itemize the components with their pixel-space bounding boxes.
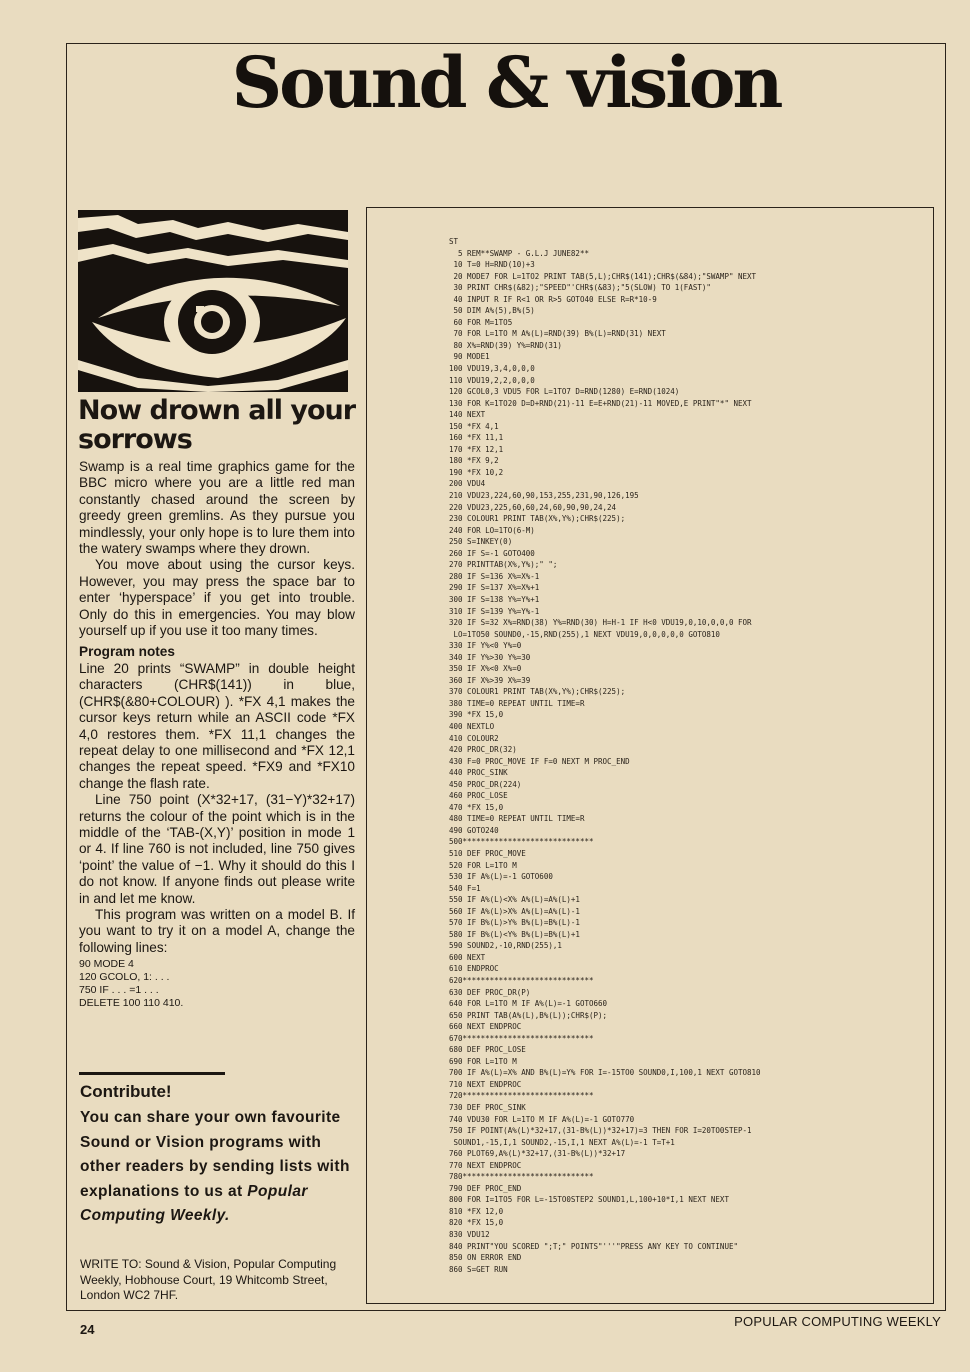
listing-line: 750 IF POINT(A%(L)*32+17,(31-B%(L))*32+17)=3 THEN FOR I=20TO0STEP-1 bbox=[449, 1126, 752, 1136]
listing-line: 180 *FX 9,2 bbox=[449, 456, 499, 466]
listing-line: 860 S=GET RUN bbox=[449, 1264, 508, 1274]
listing-line: 80 X%=RND(39) Y%=RND(31) bbox=[449, 340, 562, 350]
listing-line: 320 IF S=32 X%=RND(38) Y%=RND(30) H=H-1 IF H<0 VDU19,0,10,0,0,0 FOR bbox=[449, 618, 752, 628]
controls-paragraph: You move about using the cursor keys. However, you may press the space bar to enter ‘hyperspace’ if you get into trouble. Only do this in emergencies. You may blow yourself up if you use it too many times. bbox=[79, 557, 355, 639]
listing-line: 350 IF X%<0 X%=0 bbox=[449, 664, 522, 674]
listing-line: 90 MODE1 bbox=[449, 352, 490, 362]
listing-line: 720***************************** bbox=[449, 1091, 594, 1101]
listing-line: 660 NEXT ENDPROC bbox=[449, 1022, 522, 1032]
listing-line: 490 GOTO240 bbox=[449, 825, 499, 835]
page-number: 24 bbox=[80, 1322, 95, 1337]
listing-line: 120 GCOL0,3 VDU5 FOR L=1TO7 D=RND(1280) E=RND(1024) bbox=[449, 387, 680, 397]
listing-line: 50 DIM A%(5),B%(5) bbox=[449, 306, 535, 316]
model-a-paragraph: This program was written on a model B. If you want to try it on a model A, change the following lines: bbox=[79, 906, 355, 955]
listing-line: 690 FOR L=1TO M bbox=[449, 1056, 517, 1066]
listing-line: 550 IF A%(L)<X% A%(L)=A%(L)+1 bbox=[449, 895, 580, 905]
listing-line: 240 FOR LO=1TO(6-M) bbox=[449, 525, 535, 535]
listing-line: 30 PRINT CHR$(&82);"SPEED"'CHR$(&83);"5(SLOW) TO 1(FAST)" bbox=[449, 283, 711, 293]
listing-line: 640 FOR L=1TO M IF A%(L)=-1 GOTO660 bbox=[449, 999, 608, 1009]
listing-line: 140 NEXT bbox=[449, 410, 486, 420]
article-body bbox=[79, 459, 355, 1010]
listing-line: 100 VDU19,3,4,0,0,0 bbox=[449, 364, 535, 374]
listing-line: SOUND1,-15,I,1 SOUND2,-15,I,1 NEXT A%(L)=-1 T=T+1 bbox=[449, 1137, 675, 1147]
magazine-name: Popular Computing Weekly. bbox=[80, 1182, 308, 1224]
listing-line: ST bbox=[449, 237, 459, 246]
point-paragraph: Line 750 point (X*32+17, (31−Y)*32+17) returns the colour of the point which is in the middle of the ‘TAB-(X,Y)’ position in mode 1 or 4. If line 760 is not included, line 750 gives ‘point’ the value of −1. Why it should do this I do not know. If anyone finds out please write in and let me know. bbox=[79, 792, 355, 906]
listing-line: 760 PLOT69,A%(L)*32+17,(31-B%(L))*32+17 bbox=[449, 1149, 626, 1159]
listing-line: 130 FOR K=1TO20 D=D+RND(21)-11 E=E+RND(21)-11 MOVED,E PRINT"*" NEXT bbox=[449, 398, 752, 408]
listing-line: 820 *FX 15,0 bbox=[449, 1218, 504, 1228]
model-a-line: 120 GCOLO, 1: . . . bbox=[79, 971, 170, 984]
listing-line: 440 PROC_SINK bbox=[449, 768, 508, 778]
listing-line: 780***************************** bbox=[449, 1172, 594, 1182]
notes-paragraph: Line 20 prints “SWAMP” in double height characters (CHR$(141)) in blue, (CHR$(&80+COLOUR) ). *FX 4,1 makes the cursor keys return while an ASCII code *FX 4,0 restores them. *FX 11,1 changes the repeat delay to one millisecond and *FX 12,1 changes the repeat speed. *FX9 and *FX10 change the flash rate. bbox=[79, 660, 355, 791]
listing-line: 800 FOR I=1TO5 FOR L=-15TO0STEP2 SOUND1,L,100+10*I,1 NEXT NEXT bbox=[449, 1195, 729, 1205]
listing-line: 840 PRINT"YOU SCORED ";T;" POINTS"'''"PRESS ANY KEY TO CONTINUE" bbox=[449, 1241, 738, 1251]
listing-line: 230 COLOUR1 PRINT TAB(X%,Y%);CHR$(225); bbox=[449, 514, 626, 524]
model-a-line: 750 IF . . . =1 . . . bbox=[79, 984, 159, 997]
listing-line: 160 *FX 11,1 bbox=[449, 433, 504, 443]
listing-line: 330 IF Y%<0 Y%=0 bbox=[449, 641, 522, 651]
listing-line: 830 VDU12 bbox=[449, 1230, 490, 1240]
listing-line: 420 PROC_DR(32) bbox=[449, 745, 517, 755]
section-divider bbox=[79, 1072, 225, 1075]
listing-line: 190 *FX 10,2 bbox=[449, 467, 504, 477]
listing-line: 170 *FX 12,1 bbox=[449, 444, 504, 454]
contribute-text: You can share your own favourite Sound or Vision programs with other readers by sending lists with explanations to us at bbox=[80, 1109, 350, 1200]
listing-line: 250 S=INKEY(0) bbox=[449, 537, 513, 547]
listing-line: 360 IF X%>39 X%=39 bbox=[449, 675, 531, 685]
eye-graphic bbox=[78, 210, 348, 392]
listing-line: 380 TIME=0 REPEAT UNTIL TIME=R bbox=[449, 698, 585, 708]
contribute-title: Contribute! bbox=[80, 1082, 172, 1101]
listing-line: 280 IF S=136 X%=X%-1 bbox=[449, 571, 540, 581]
listing-line: 520 FOR L=1TO M bbox=[449, 860, 517, 870]
listing-line: 270 PRINTTAB(X%,Y%);" "; bbox=[449, 560, 558, 570]
listing-line: 850 ON ERROR END bbox=[449, 1253, 522, 1263]
publication-name: POPULAR COMPUTING WEEKLY bbox=[734, 1314, 941, 1329]
listing-line: 5 REM**SWAMP - G.L.J JUNE82** bbox=[449, 248, 589, 258]
listing-line: 460 PROC_LOSE bbox=[449, 791, 508, 801]
masthead-title: Sound & vision bbox=[231, 41, 781, 124]
listing-line: 310 IF S=139 Y%=Y%-1 bbox=[449, 606, 540, 616]
listing-line: 610 ENDPROC bbox=[449, 964, 499, 974]
listing-line: 570 IF B%(L)>Y% B%(L)=B%(L)-1 bbox=[449, 918, 580, 928]
listing-line: 220 VDU23,225,60,60,24,60,90,90,24,24 bbox=[449, 502, 617, 512]
listing-line: 290 IF S=137 X%=X%+1 bbox=[449, 583, 540, 593]
listing-line: 260 IF S=-1 GOTO400 bbox=[449, 548, 535, 558]
listing-line: 790 DEF PROC_END bbox=[449, 1183, 522, 1193]
listing-line: 340 IF Y%>30 Y%=30 bbox=[449, 652, 531, 662]
listing-line: 730 DEF PROC_SINK bbox=[449, 1103, 526, 1113]
listing-line: 540 F=1 bbox=[449, 883, 481, 893]
write-to-address: WRITE TO: Sound & Vision, Popular Computing Weekly, Hobhouse Court, 19 Whitcomb Street, London WC2 7HF. bbox=[80, 1257, 337, 1302]
listing-line: 580 IF B%(L)<Y% B%(L)=B%(L)+1 bbox=[449, 929, 580, 939]
model-a-line: DELETE 100 110 410. bbox=[79, 997, 184, 1010]
listing-line: 700 IF A%(L)=X% AND B%(L)=Y% FOR I=-15TO0 SOUND0,I,100,1 NEXT GOTO810 bbox=[449, 1068, 761, 1078]
listing-line: 770 NEXT ENDPROC bbox=[449, 1160, 522, 1170]
listing-line: 300 IF S=138 Y%=Y%+1 bbox=[449, 594, 540, 604]
listing-line: 740 VDU30 FOR L=1TO M IF A%(L)=-1 GOTO770 bbox=[449, 1114, 635, 1124]
listing-line: 670***************************** bbox=[449, 1033, 594, 1043]
listing-line: 600 NEXT bbox=[449, 952, 486, 962]
listing-line: 200 VDU4 bbox=[449, 479, 486, 489]
listing-line: 590 SOUND2,-10,RND(255),1 bbox=[449, 941, 562, 951]
listing-line: 560 IF A%(L)>X% A%(L)=A%(L)-1 bbox=[449, 906, 580, 916]
listing-line: 70 FOR L=1TO M A%(L)=RND(39) B%(L)=RND(31) NEXT bbox=[449, 329, 666, 339]
article-headline: Now drown all your sorrows bbox=[78, 395, 356, 455]
listing-line: 20 MODE7 FOR L=1TO2 PRINT TAB(5,L);CHR$(141);CHR$(&84);"SWAMP" NEXT bbox=[449, 271, 757, 281]
listing-line: 450 PROC_DR(224) bbox=[449, 779, 522, 789]
listing-line: 400 NEXTLO bbox=[449, 721, 495, 731]
model-a-line: 90 MODE 4 bbox=[79, 958, 134, 971]
listing-line: 110 VDU19,2,2,0,0,0 bbox=[449, 375, 535, 385]
listing-line: 210 VDU23,224,60,90,153,255,231,90,126,195 bbox=[449, 491, 639, 501]
listing-line: 40 INPUT R IF R<1 OR R>5 GOTO40 ELSE R=R*10-9 bbox=[449, 294, 657, 304]
listing-line: 370 COLOUR1 PRINT TAB(X%,Y%);CHR$(225); bbox=[449, 687, 626, 697]
listing-line: 810 *FX 12,0 bbox=[449, 1206, 504, 1216]
listing-line: 680 DEF PROC_LOSE bbox=[449, 1045, 526, 1055]
listing-line: 10 T=0 H=RND(10)+3 bbox=[449, 260, 535, 270]
model-a-lines bbox=[79, 958, 355, 1010]
listing-line: 410 COLOUR2 bbox=[449, 733, 499, 743]
listing-line: 710 NEXT ENDPROC bbox=[449, 1079, 522, 1089]
listing-line: 500***************************** bbox=[449, 837, 594, 847]
listing-line: 430 F=0 PROC_MOVE IF F=0 NEXT M PROC_END bbox=[449, 756, 630, 766]
listing-line: LO=1TO50 SOUND0,-15,RND(255),1 NEXT VDU19,0,0,0,0,0 GOTO810 bbox=[449, 629, 720, 639]
listing-line: 630 DEF PROC_DR(P) bbox=[449, 987, 531, 997]
listing-line: 470 *FX 15,0 bbox=[449, 802, 504, 812]
intro-paragraph: Swamp is a real time graphics game for the BBC micro where you are a little red man constantly chased around the screen by greedy green gremlins. As they pursue you mindlessly, your only hope is to lure them into the watery swamps where they drown. bbox=[79, 459, 355, 557]
program-listing bbox=[449, 236, 933, 1275]
listing-line: 530 IF A%(L)=-1 GOTO600 bbox=[449, 872, 553, 882]
listing-line: 480 TIME=0 REPEAT UNTIL TIME=R bbox=[449, 814, 585, 824]
listing-line: 390 *FX 15,0 bbox=[449, 710, 504, 720]
listing-line: 510 DEF PROC_MOVE bbox=[449, 848, 526, 858]
listing-line: 150 *FX 4,1 bbox=[449, 421, 499, 431]
program-notes-heading: Program notes bbox=[79, 644, 175, 660]
listing-line: 60 FOR M=1TO5 bbox=[449, 317, 513, 327]
listing-line: 650 PRINT TAB(A%(L),B%(L));CHR$(P); bbox=[449, 1010, 608, 1020]
listing-line: 620***************************** bbox=[449, 976, 594, 985]
contribute-body bbox=[80, 1106, 350, 1229]
